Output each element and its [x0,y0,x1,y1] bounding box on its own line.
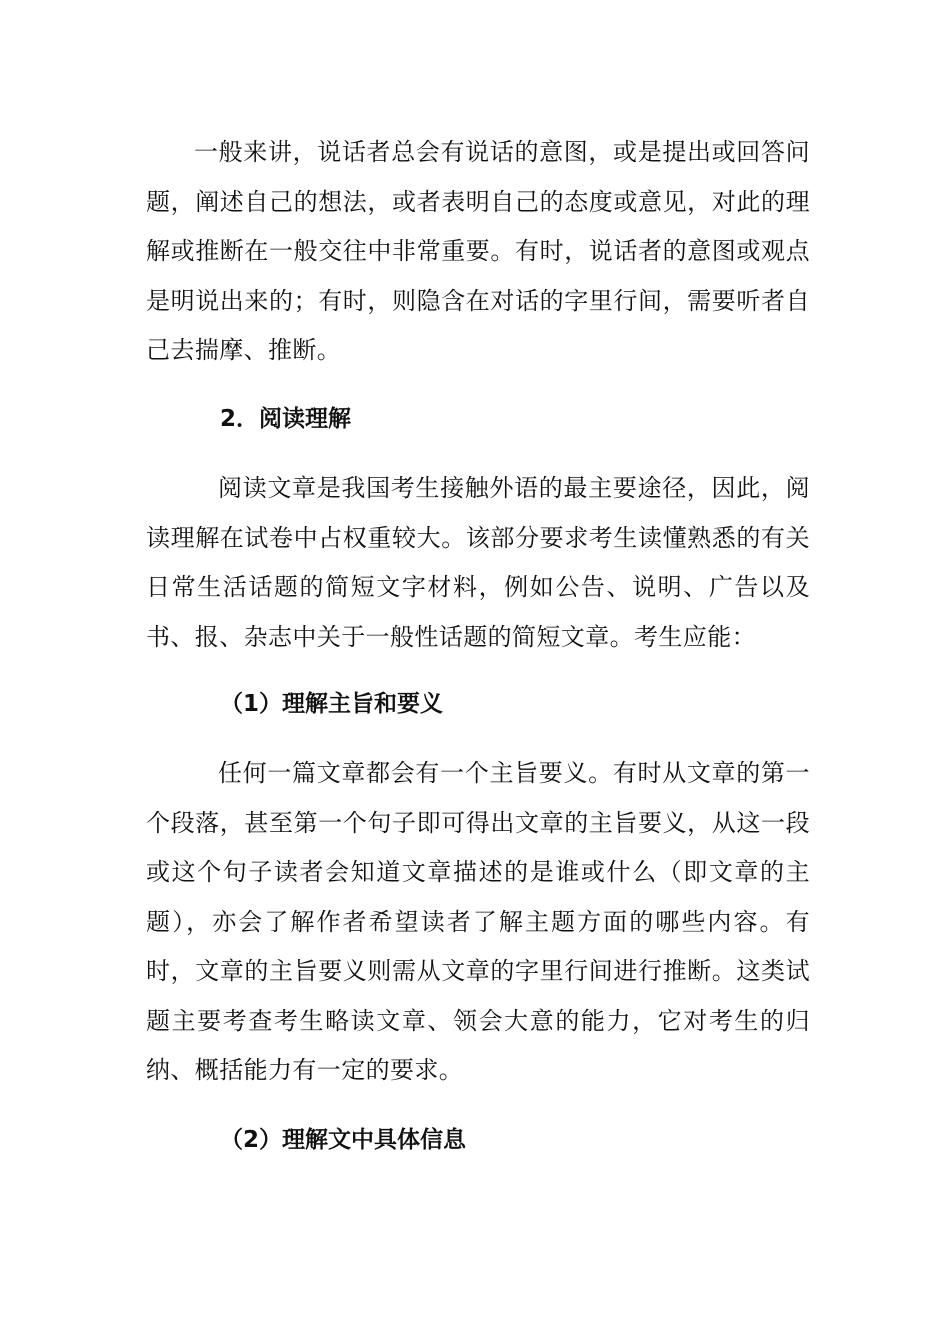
heading-reading-comprehension: 2．阅读理解 [220,406,352,432]
subheading-main-idea: （1）理解主旨和要义 [220,691,444,717]
paragraph-speaker-intent: 一般来讲，说话者总会有说话的意图，或是提出或回答问题，阐述自己的想法，或者表明自己的态度或意见，对此的理解或推断在一般交往中非常重要。有时，说话者的意图或观点是明说出来的；有时，则隐含在对话的字里行间，需要听者自己去揣摩、推断。 [146,138,810,364]
subheading-specific-info: （2）理解文中具体信息 [220,1127,467,1153]
paragraph-main-idea: 任何一篇文章都会有一个主旨要义。有时从文章的第一个段落，甚至第一个句子即可得出文章的主旨要义，从这一段或这个句子读者会知道文章描述的是谁或什么（即文章的主题），亦会了解作者希望读者了解主题方面的哪些内容。有时，文章的主旨要义则需从文章的字里行间进行推断。这类试题主要考查考生略读文章、领会大意的能力，它对考生的归纳、概括能力有一定的要求。 [146,759,810,1084]
paragraph-reading-intro: 阅读文章是我国考生接触外语的最主要途径，因此，阅读理解在试卷中占权重较大。该部分要求考生读懂熟悉的有关日常生活话题的简短文字材料，例如公告、说明、广告以及书、报、杂志中关于一般性话题的简短文章。考生应能： [146,474,810,651]
